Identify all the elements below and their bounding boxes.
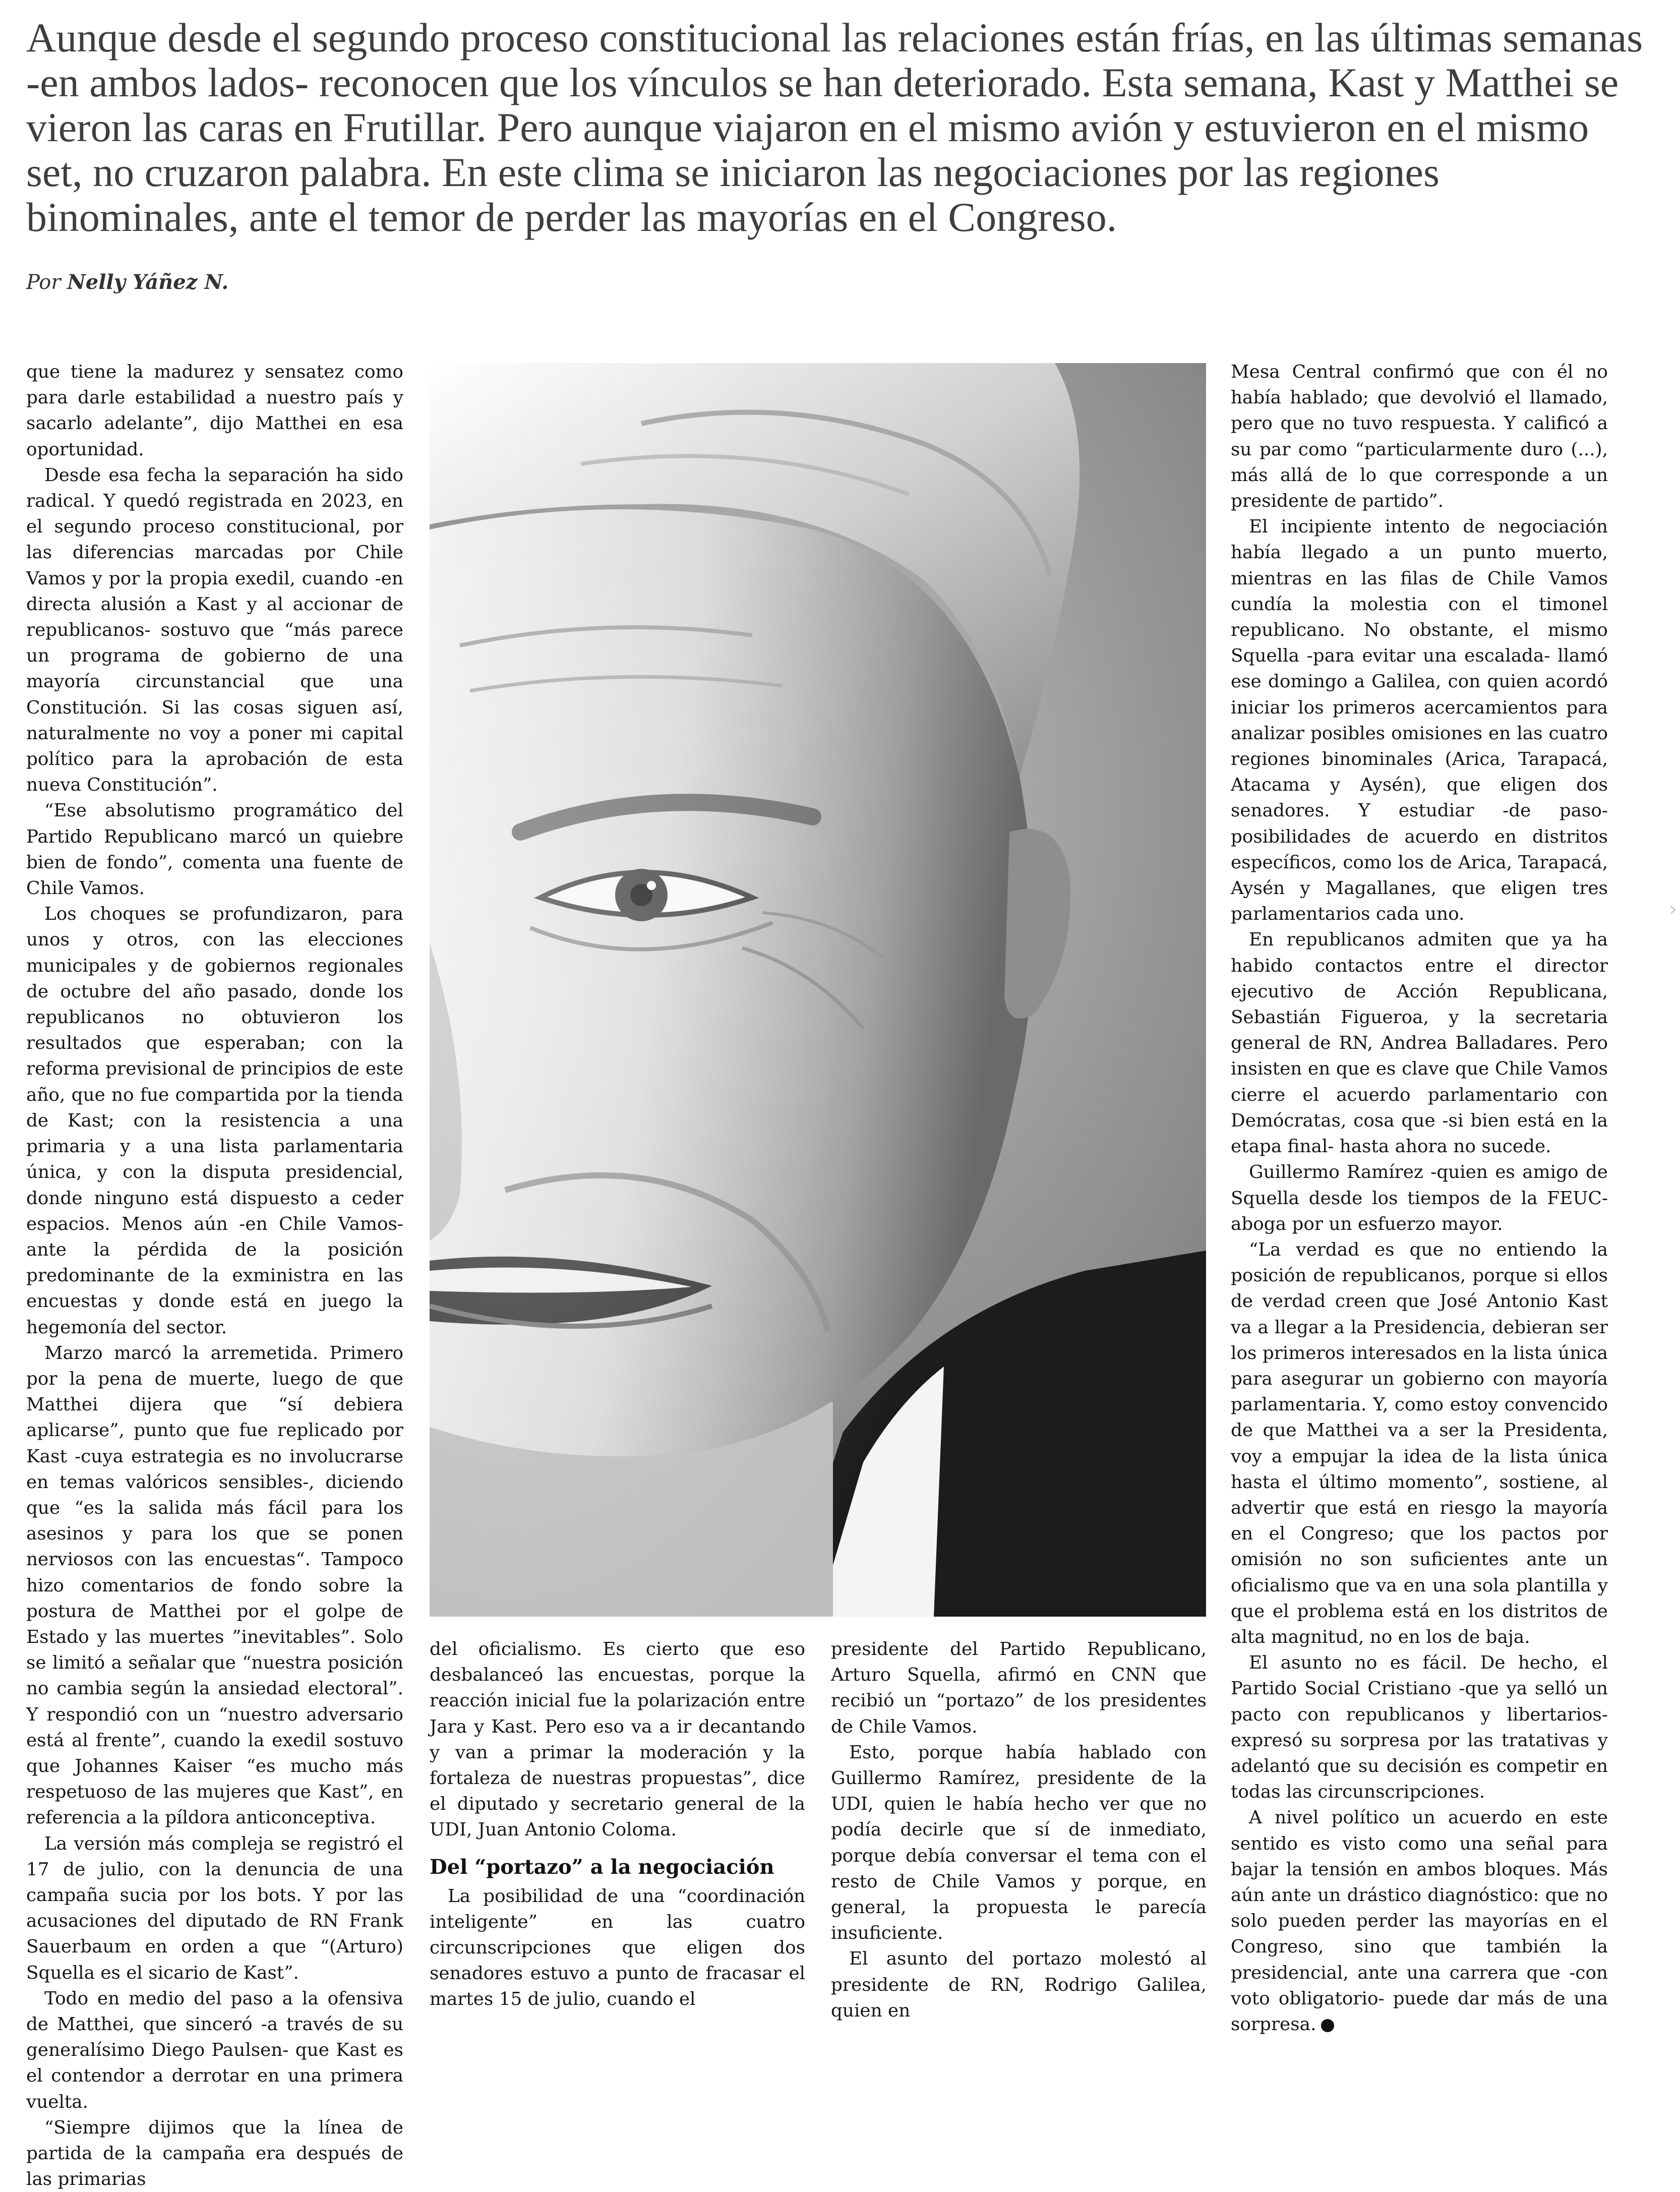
- portrait-photo: [430, 363, 1206, 1617]
- paragraph: Mesa Central confirmó que con él no había hablado; que devolvió el llamado, pero que no tuvo respuesta. Y calificó a su par como “particularmente duro (...), más allá de lo que corresponde a un presidente de partido”.: [1231, 362, 1608, 512]
- paragraph: El incipiente intento de negociación había llegado a un punto muerto, mientras en las filas de Chile Vamos cundía la molestia con el timonel republicano. No obstante, el mismo Squella -para evitar una escalada- llamó ese domingo a Galilea, con quien acordó iniciar los primeros acercamientos para analizar posibles omisiones en las cuatro regiones binominales (Arica, Tarapacá, Atacama y Aysén), que eligen dos senadores. Y estudiar -de paso- posibilidades de acuerdo en distritos específicos, como los de Arica, Tarapacá, Aysén y Magallanes, que eligen tres parlamentarios cada uno.: [1231, 516, 1608, 925]
- paragraph: El asunto no es fácil. De hecho, el Partido Social Cristiano -que ya selló un pacto con republicanos y libertarios- expresó su sorpresa por las tratativas y adelantó que su decisión es competir en todas las circunscripciones.: [1231, 1652, 1608, 1803]
- paragraph: que tiene la madurez y sensatez como para darle estabilidad a nuestro país y sacarlo adelante”, dijo Matthei en esa oportunidad.: [26, 362, 403, 460]
- byline: [26, 270, 228, 294]
- byline-author: Nelly Yáñez N.: [67, 270, 229, 294]
- article-column-2: [430, 1636, 805, 2012]
- paragraph: Esto, porque había hablado con Guillermo Ramírez, presidente de la UDI, quien le había hecho ver que no podía decirle que sí de inmediato, porque debía conversar el tema con el resto de Chile Vamos y porque, en general, la propuesta le parecía insuficiente.: [831, 1742, 1207, 1944]
- paragraph: “Siempre dijimos que la línea de partida de la campaña era después de las primarias: [26, 2117, 403, 2190]
- paragraph: La posibilidad de una “coordinación inteligente” en las cuatro circunscripciones que eligen dos senadores estuvo a punto de fracasar el martes 15 de julio, cuando el: [430, 1885, 805, 2010]
- chevron-right-icon[interactable]: ›: [1669, 898, 1677, 921]
- paragraph: Todo en medio del paso a la ofensiva de Matthei, que sinceró -a través de su generalísimo Diego Paulsen- que Kast es el contendor a derrotar en una primera vuelta.: [26, 1988, 403, 2112]
- paragraph: Los choques se profundizaron, para unos y otros, con las elecciones municipales y de gobiernos regionales de octubre del año pasado, donde los republicanos no obtuvieron los resultados que esperaban; con la reforma previsional de principios de este año, que no fue compartida por la tienda de Kast; con la resistencia a una primaria y a una lista parlamentaria única, y con la disputa presidencial, donde ninguno está dispuesto a ceder espacios. Menos aún -en Chile Vamos- ante la pérdida de la posición predominante de la exministra en las encuestas y donde está en juego la hegemonía del sector.: [26, 904, 403, 1338]
- portrait-illustration: [430, 363, 1206, 1617]
- paragraph: Guillermo Ramírez -quien es amigo de Squella desde los tiempos de la FEUC- aboga por un esfuerzo mayor.: [1231, 1162, 1608, 1234]
- paragraph: del oficialismo. Es cierto que eso desbalanceó las encuestas, porque la reacción inicial fue la polarización entre Jara y Kast. Pero eso va a ir decantando y van a primar la moderación y la fortaleza de nuestras propuestas”, dice el diputado y secretario general de la UDI, Juan Antonio Coloma.: [430, 1639, 805, 1841]
- paragraph: “Ese absolutismo programático del Partido Republicano marcó un quiebre bien de fondo”, comenta una fuente de Chile Vamos.: [26, 800, 403, 899]
- paragraph: Desde esa fecha la separación ha sido radical. Y quedó registrada en 2023, en el segundo proceso constitucional, por las diferencias marcadas por Chile Vamos y por la propia exedil, cuando -en directa alusión a Kast y al accionar de republicanos- sostuvo que “más parece un programa de gobierno de una mayoría circunstancial que una Constitución. Si las cosas siguen así, naturalmente no voy a poner mi capital político para la aprobación de esta nueva Constitución”.: [26, 464, 403, 796]
- paragraph: presidente del Partido Republicano, Arturo Squella, afirmó en CNN que recibió un “portazo” de los presidentes de Chile Vamos.: [831, 1639, 1207, 1737]
- byline-prefix: Por: [26, 271, 61, 294]
- end-of-article-mark: [1321, 2019, 1334, 2032]
- paragraph: Marzo marcó la arremetida. Primero por la pena de muerte, luego de que Matthei dijera que “sí debiera aplicarse”, punto que fue replicado por Kast -cuya estrategia es no involucrarse en temas valóricos sensibles-, diciendo que “es la salida más fácil para los asesinos y para los que se ponen nerviosos con las encuestas“. Tampoco hizo comentarios de fondo sobre la postura de Matthei por el golpe de Estado y las muertes ”inevitables”. Solo se limitó a señalar que “nuestra posición no cambia según la ansiedad electoral”. Y respondió con un “nuestro adversario está al frente”, cuando la exedil sostuvo que Johannes Kaiser “es mucho más respetuoso de las mujeres que Kast”, en referencia a la píldora anticonceptiva.: [26, 1342, 403, 1828]
- paragraph: La versión más compleja se registró el 17 de julio, con la denuncia de una campaña sucia por los bots. Y por las acusaciones del diputado de RN Frank Sauerbaum en orden a que “(Arturo) Squella es el sicario de Kast”.: [26, 1833, 403, 1983]
- article-column-4: [1231, 359, 1608, 2037]
- section-subhead: Del “portazo” a la negociación: [430, 1855, 774, 1879]
- paragraph: A nivel político un acuerdo en este sentido es visto como una señal para bajar la tensión en ambos bloques. Más aún ante un drástico diagnóstico: que no solo pueden perder las mayorías en el Congreso, sino que también la presidencial, ante una carrera que -con voto obligatorio- puede dar más de una sorpresa.: [1231, 1807, 1608, 2035]
- article-column-1: [26, 359, 403, 2192]
- paragraph: “La verdad es que no entiendo la posición de republicanos, porque si ellos de verdad creen que José Antonio Kast va a llegar a la Presidencia, debieran ser los primeros interesados en la lista única para asegurar un gobierno con mayoría parlamentaria. Y, como estoy convencido de que Matthei va a ser la Presidenta, voy a empujar la idea de la lista única hasta el último momento”, sostiene, al advertir que está en riesgo la mayoría en el Congreso; que los pactos por omisión no son suficientes ante un oficialismo que va en una sola plantilla y que el problema está en los distritos de alta magnitud, no en los de baja.: [1231, 1239, 1608, 1647]
- article-lede: Aunque desde el segundo proceso constitucional las relaciones están frías, en las últimas semanas -en ambos lados- reconocen que los vínculos se han deteriorado. Esta semana, Kast y Matthei se vieron las caras en Frutillar. Pero aunque viajaron en el mismo avión y estuvieron en el mismo set, no cruzaron palabra. En este clima se iniciaron las negociaciones por las regiones binominales, ante el temor de perder las mayorías en el Congreso.: [26, 15, 1643, 240]
- paragraph: El asunto del portazo molestó al presidente de RN, Rodrigo Galilea, quien en: [831, 1948, 1207, 2021]
- article-column-3: [831, 1636, 1207, 2024]
- paragraph: En republicanos admiten que ya ha habido contactos entre el director ejecutivo de Acción Republicana, Sebastián Figueroa, y la secretaria general de RN, Andrea Balladares. Pero insisten en que es clave que Chile Vamos cierre el acuerdo parlamentario con Demócratas, cosa que -si bien está en la etapa final- hasta ahora no sucede.: [1231, 929, 1608, 1157]
